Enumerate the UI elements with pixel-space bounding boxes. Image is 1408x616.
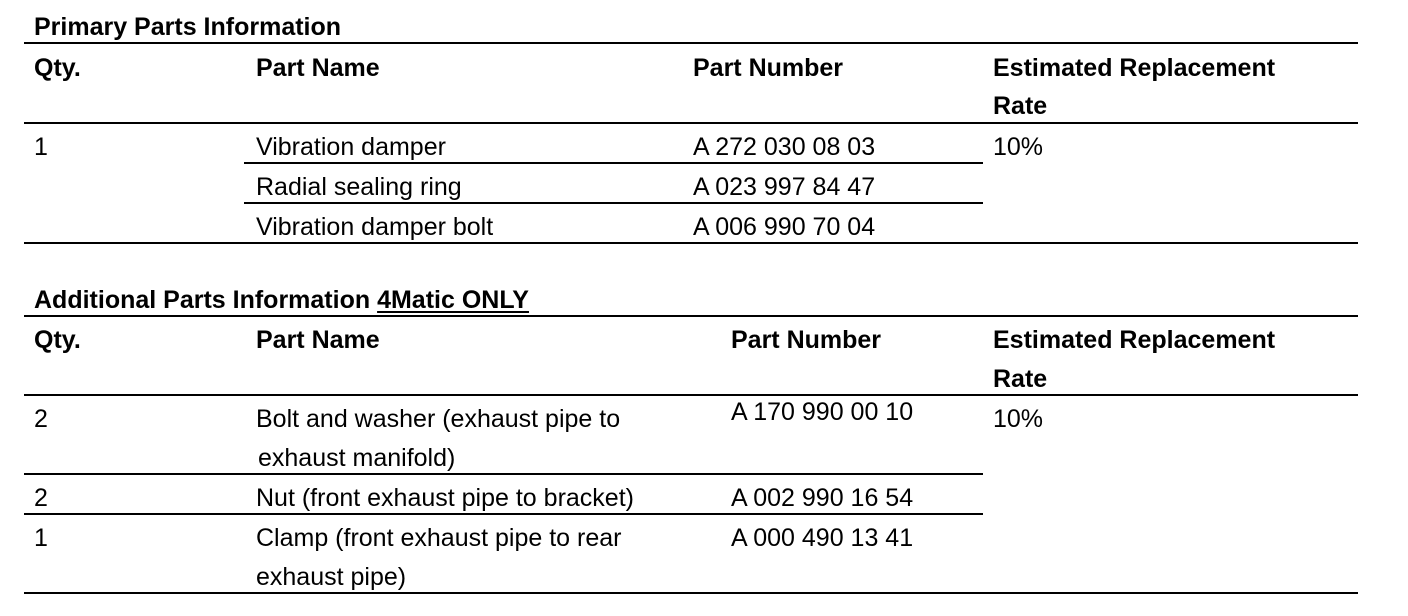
primary-header-qty: Qty. — [34, 54, 81, 82]
additional-title-text: Additional Parts Information — [34, 286, 378, 314]
primary-qty: 1 — [34, 133, 48, 161]
part-name: Bolt and washer (exhaust pipe to — [256, 405, 621, 433]
primary-bottom-rule — [24, 242, 1358, 244]
additional-rate: 10% — [993, 405, 1044, 433]
part-name-cont: exhaust manifold) — [258, 444, 456, 472]
primary-header-part-number: Part Number — [693, 54, 844, 82]
row-divider — [24, 513, 983, 515]
primary-header-rate-cont: Rate — [993, 92, 1048, 120]
part-name: Radial sealing ring — [256, 173, 462, 201]
primary-parts-title: Primary Parts Information — [34, 13, 342, 41]
part-number: A 000 490 13 41 — [731, 524, 914, 552]
primary-header-part-name: Part Name — [256, 54, 380, 82]
primary-header-rule — [24, 122, 1358, 124]
part-name: Clamp (front exhaust pipe to rear — [256, 524, 622, 552]
part-name: Nut (front exhaust pipe to bracket) — [256, 484, 634, 512]
part-number: A 006 990 70 04 — [693, 213, 876, 241]
additional-top-rule — [24, 315, 1358, 317]
part-number: A 170 990 00 10 — [731, 398, 914, 426]
primary-rate: 10% — [993, 133, 1044, 161]
part-name: Vibration damper — [256, 133, 446, 161]
additional-header-rate-cont: Rate — [993, 365, 1048, 393]
part-number: A 272 030 08 03 — [693, 133, 876, 161]
row-divider — [244, 202, 983, 204]
qty: 2 — [34, 405, 48, 433]
primary-header-rate: Estimated Replacement — [993, 54, 1276, 82]
additional-header-rate: Estimated Replacement — [993, 326, 1276, 354]
part-number: A 002 990 16 54 — [731, 484, 914, 512]
row-divider — [24, 473, 983, 475]
primary-top-rule — [24, 42, 1358, 44]
qty: 2 — [34, 484, 48, 512]
additional-header-qty: Qty. — [34, 326, 81, 354]
part-name-cont: exhaust pipe) — [256, 563, 407, 591]
additional-header-rule — [24, 394, 1358, 396]
additional-title-emphasis: 4Matic ONLY — [377, 286, 529, 314]
additional-header-part-number: Part Number — [731, 326, 882, 354]
additional-bottom-rule — [24, 592, 1358, 594]
additional-parts-title — [34, 285, 529, 315]
qty: 1 — [34, 524, 48, 552]
additional-header-part-name: Part Name — [256, 326, 380, 354]
part-number: A 023 997 84 47 — [693, 173, 876, 201]
row-divider — [244, 162, 983, 164]
part-name: Vibration damper bolt — [256, 213, 494, 241]
